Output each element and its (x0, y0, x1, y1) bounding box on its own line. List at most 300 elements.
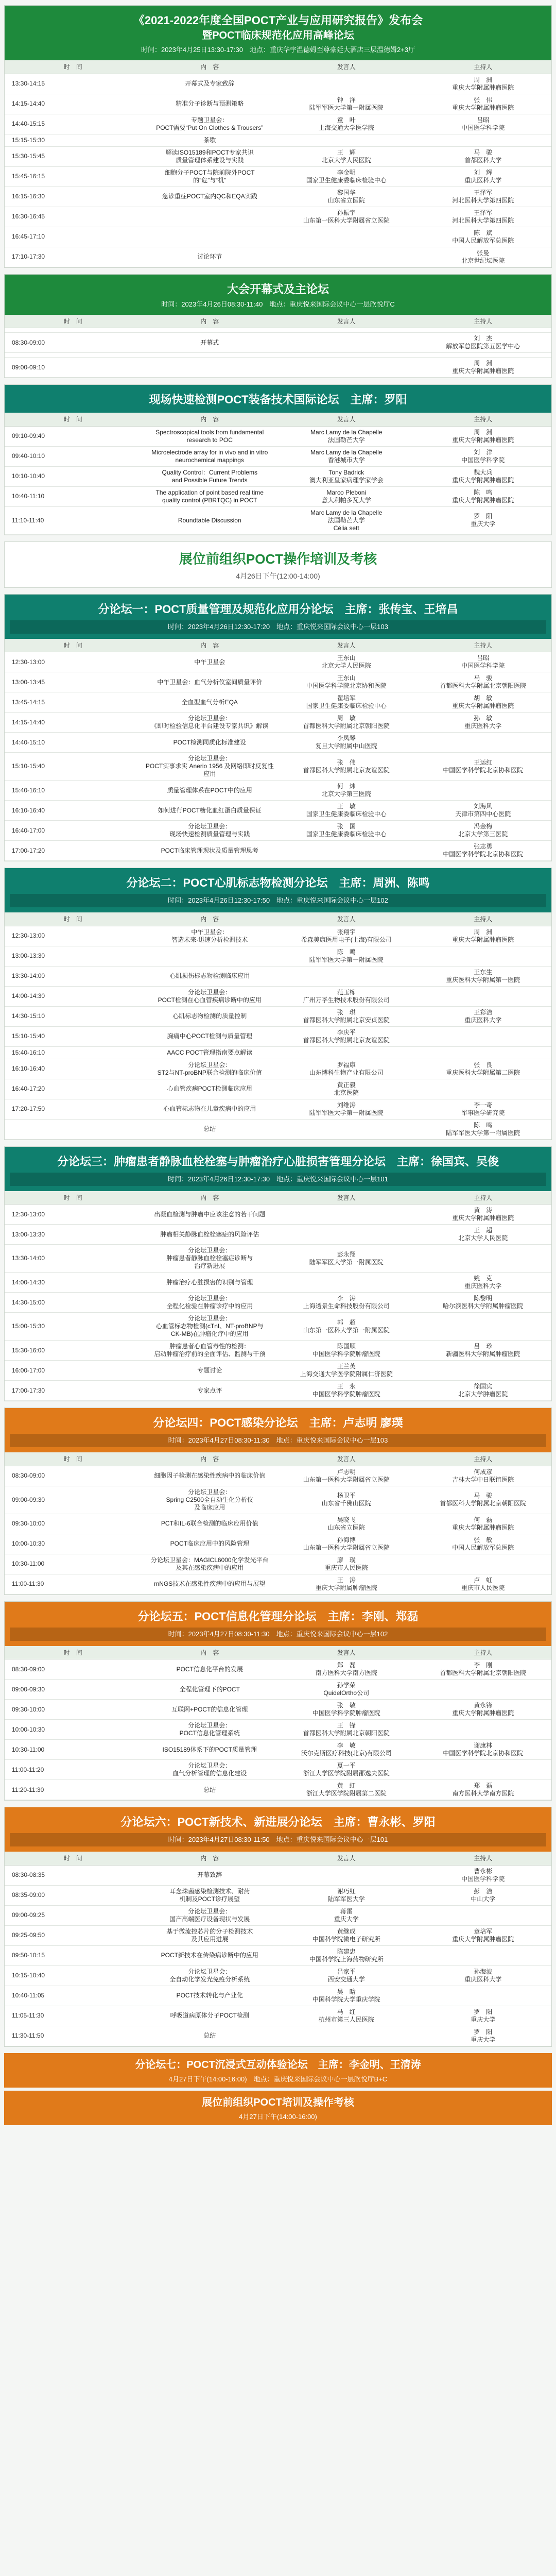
session-content: 分论坛卫星会： 全自动化学发光免疫分析系统 (142, 1965, 279, 1986)
session-time: 09:30-10:00 (5, 1700, 142, 1720)
session-speaker: 郭 超 山东第一医科大学第一附属医院 (278, 1313, 415, 1341)
speaker-column-header: 发言人 (278, 1646, 415, 1659)
schedule-table (5, 1646, 551, 1801)
session-time: 12:30-13:00 (5, 1205, 142, 1225)
session-content: mNGS技术在感染性疾病中的应用与展望 (142, 1574, 279, 1594)
table-row (5, 1313, 551, 1341)
table-header-row (5, 1191, 551, 1205)
footer-title: 分论坛七：POCT沉浸式互动体验论坛 主席：李金明、王清涛 (135, 2059, 421, 2071)
table-row (5, 1099, 551, 1119)
footer-band (4, 2091, 552, 2125)
table-row (5, 1273, 551, 1293)
session-content: ISO15189体系下的POCT质量管理 (142, 1740, 279, 1760)
session-host (415, 1245, 552, 1273)
session-host: 黄永锋 重庆大学附属肿瘤医院 (415, 1700, 552, 1720)
section-subtitle: 暨POCT临床规范化应用高峰论坛 (202, 30, 354, 41)
section-title: 分论坛二：POCT心肌标志物检测分论坛 主席：周洲、陈鸣 (126, 876, 430, 889)
session-time: 16:45-17:10 (5, 227, 142, 247)
table-row (5, 114, 551, 134)
session-time: 08:30-09:00 (5, 1659, 142, 1680)
section-header (5, 275, 551, 315)
session-host: 马 骏 首都医科大学附属北京朝阳医院 (415, 672, 552, 692)
session-host (415, 1046, 552, 1059)
session-speaker (278, 358, 415, 378)
session-content (142, 353, 279, 358)
section-header (5, 385, 551, 413)
session-time: 13:45-14:15 (5, 692, 142, 713)
session-speaker: 吕家平 西安交通大学 (278, 1965, 415, 1986)
session-speaker: 王兰英 上海交通大学医学院附属仁济医院 (278, 1361, 415, 1381)
session-speaker (278, 841, 415, 861)
section-time-location: 时间：2023年4月26日08:30-11:40 地点：重庆悦来国际会议中心一层欣悦厅C (161, 300, 395, 308)
host-column-header: 主持人 (415, 1852, 552, 1865)
schedule-table (5, 1191, 551, 1401)
session-time: 12:30-13:00 (5, 926, 142, 946)
session-time: 09:10-09:40 (5, 426, 142, 446)
session-content: 互联网+POCT的信息化管理 (142, 1700, 279, 1720)
session-content: 分论坛卫星会： 心血管标志物检测(cTnI、NT-proBNP与 CK-MB)在肿瘤化疗中的应用 (142, 1313, 279, 1341)
table-row (5, 1659, 551, 1680)
forum-section (4, 1146, 552, 1402)
session-time (5, 328, 142, 333)
table-row (5, 486, 551, 506)
session-host: 陈 鸣 陆军军医大学第一附属医院 (415, 1119, 552, 1139)
session-content (142, 328, 279, 333)
session-time: 09:50-10:15 (5, 1945, 142, 1965)
session-time: 11:00-11:30 (5, 1574, 142, 1594)
session-content: 分论坛卫星会： 全程化检验在肿瘤诊疗中的应用 (142, 1293, 279, 1313)
schedule-table (5, 1452, 551, 1595)
table-row (5, 1574, 551, 1594)
session-speaker: Marc Lamy de la Chapelle 法国勒芒大学 (278, 426, 415, 446)
footer-sub: 4月27日下午(14:00-16:00) 地点：重庆悦来国际会议中心一层欣悦厅B+C (168, 2075, 388, 2083)
table-row (5, 1740, 551, 1760)
session-host: 彭 洁 中山大学 (415, 1885, 552, 1905)
session-content: 分论坛卫星会： Spring C2500全自动生化分析仪 及临床应用 (142, 1486, 279, 1514)
session-content: POCT临床应用中的风险管理 (142, 1534, 279, 1554)
speaker-column-header: 发言人 (278, 639, 415, 652)
section-header (5, 1807, 551, 1852)
session-speaker (278, 1225, 415, 1245)
table-row (5, 1486, 551, 1514)
session-time: 13:00-13:30 (5, 1225, 142, 1245)
session-speaker: Marco Pleboni 意大利帕多瓦大学 (278, 486, 415, 506)
table-row (5, 1119, 551, 1139)
session-time: 14:40-15:10 (5, 733, 142, 753)
table-row (5, 1965, 551, 1986)
session-content: 茶歇 (142, 134, 279, 146)
session-speaker: 李 涛 上海透景生命科技股份有限公司 (278, 1293, 415, 1313)
forum-section (4, 1408, 552, 1595)
session-host: 何成彦 吉林大学中日联谊医院 (415, 1466, 552, 1486)
session-content: 开幕式及专家致辞 (142, 74, 279, 94)
session-time: 09:00-09:30 (5, 1486, 142, 1514)
table-row (5, 781, 551, 801)
session-host (415, 1026, 552, 1046)
session-time: 16:30-16:45 (5, 207, 142, 227)
session-time: 14:15-14:40 (5, 94, 142, 114)
session-host (415, 946, 552, 966)
session-host (415, 134, 552, 146)
table-header-row (5, 639, 551, 652)
session-host: 陈黎明 哈尔滨医科大学附属肿瘤医院 (415, 1293, 552, 1313)
session-time: 08:30-08:35 (5, 1865, 142, 1885)
section-title: 分论坛一：POCT质量管理及规范化应用分论坛 主席：张传宝、王培昌 (98, 602, 458, 616)
table-row (5, 94, 551, 114)
session-speaker (278, 1046, 415, 1059)
session-speaker: 孙学荣 QuidelOrtho公司 (278, 1680, 415, 1700)
table-row (5, 1466, 551, 1486)
session-content: POCT新技术在传染病诊断中的应用 (142, 1945, 279, 1965)
session-host (415, 1361, 552, 1381)
session-host: 张志勇 中国医学科学院北京协和医院 (415, 841, 552, 861)
schedule-table (5, 639, 551, 861)
table-row (5, 692, 551, 713)
session-speaker: 王 涛 重庆大学附属肿瘤医院 (278, 1574, 415, 1594)
session-host: 李 刚 首都医科大学附属北京朝阳医院 (415, 1659, 552, 1680)
section-header (5, 1602, 551, 1646)
session-speaker (278, 1273, 415, 1293)
session-time: 09:25-09:50 (5, 1925, 142, 1945)
session-content: PCT和IL-6联合检测的临床应用价值 (142, 1514, 279, 1534)
speaker-column-header: 发言人 (278, 1452, 415, 1466)
session-time: 10:00-10:30 (5, 1720, 142, 1740)
session-time: 10:10-10:40 (5, 466, 142, 486)
time-column-header: 时 间 (5, 1852, 142, 1865)
session-host: 谢康林 中国医学科学院北京协和医院 (415, 1740, 552, 1760)
table-row (5, 2006, 551, 2026)
session-content: 专家点评 (142, 1381, 279, 1401)
session-content: 如何进行POCT糖化血红蛋白质量保证 (142, 801, 279, 821)
session-content: 心肌标志物检测的质量控制 (142, 1006, 279, 1026)
session-content: 心肌损伤标志物检测临床应用 (142, 966, 279, 986)
session-content: 中午卫星会：血气分析仪室间质量评价 (142, 672, 279, 692)
session-host (415, 353, 552, 358)
session-time: 14:00-14:30 (5, 986, 142, 1006)
session-host (415, 1313, 552, 1341)
session-time: 15:15-15:30 (5, 134, 142, 146)
session-content: Roundtable Discussion (142, 506, 279, 534)
table-row (5, 227, 551, 247)
session-content: 分论坛卫星会：MAGICL6000化学发光平台 及其在感染疾病中的应用 (142, 1554, 279, 1574)
session-host: 陈 斌 中国人民解放军总医院 (415, 227, 552, 247)
session-speaker: 王东山 北京大学人民医院 (278, 652, 415, 672)
session-host: 周 洲 重庆大学附属肿瘤医院 (415, 426, 552, 446)
session-host: 黄 涛 重庆大学附属肿瘤医院 (415, 1205, 552, 1225)
session-content: 分论坛卫星会： POCT实事求实 Anerio 1956 及网络即时反复性应用 (142, 753, 279, 781)
time-column-header: 时 间 (5, 1191, 142, 1205)
session-content: 肿瘤患者心血管毒性的检测： 启动肿瘤治疗前的全面评估、监测与干预 (142, 1341, 279, 1361)
session-host (415, 1720, 552, 1740)
session-host: 张曼 北京世纪坛医院 (415, 247, 552, 267)
session-speaker: 张翔宇 希森美康医用电子(上海)有限公司 (278, 926, 415, 946)
session-content: 分论坛卫星会： 《即时检验信息化平台建设专家共识》解读 (142, 713, 279, 733)
session-content: AACC POCT管理指南要点解读 (142, 1046, 279, 1059)
session-host: 吕昭 中国医学科学院 (415, 114, 552, 134)
table-row (5, 966, 551, 986)
agenda-section (4, 274, 552, 379)
session-time (5, 353, 142, 358)
session-content: 开幕致辞 (142, 1865, 279, 1885)
table-row (5, 2026, 551, 2046)
session-host: 冯金梅 北京大学第三医院 (415, 821, 552, 841)
session-time: 16:40-17:00 (5, 821, 142, 841)
session-time: 09:00-09:30 (5, 1680, 142, 1700)
table-row (5, 1986, 551, 2006)
session-time: 15:30-15:45 (5, 146, 142, 166)
session-time: 11:20-11:30 (5, 1780, 142, 1800)
content-column-header: 内 容 (142, 413, 279, 426)
session-time: 15:30-16:00 (5, 1341, 142, 1361)
session-content: 分论坛卫星会： 肿瘤患者静脉血栓栓塞症诊断与 治疗新进展 (142, 1245, 279, 1273)
session-content: 心血管疾病POCT检测临床应用 (142, 1079, 279, 1099)
time-column-header: 时 间 (5, 413, 142, 426)
table-row (5, 1079, 551, 1099)
session-time: 14:30-15:10 (5, 1006, 142, 1026)
session-content (142, 358, 279, 378)
session-speaker (278, 328, 415, 333)
session-time: 13:00-13:45 (5, 672, 142, 692)
session-speaker: 黄继成 中国科学院微电子研究所 (278, 1925, 415, 1945)
session-time: 12:30-13:00 (5, 652, 142, 672)
session-content: POCT信息化平台的发展 (142, 1659, 279, 1680)
session-time: 10:00-10:30 (5, 1534, 142, 1554)
session-speaker: 王 辉 北京大学人民医院 (278, 146, 415, 166)
section-header (5, 1408, 551, 1452)
session-time: 15:45-16:15 (5, 166, 142, 187)
session-content: 分论坛卫星会： POCT信息化管理系统 (142, 1720, 279, 1740)
session-host: 王彩洁 重庆医科大学 (415, 1006, 552, 1026)
table-row (5, 1680, 551, 1700)
session-host (415, 1554, 552, 1574)
table-row (5, 247, 551, 267)
session-time: 17:20-17:50 (5, 1099, 142, 1119)
session-time: 08:30-09:00 (5, 1466, 142, 1486)
session-time (5, 1119, 142, 1139)
section-time-location: 时间：2023年4月27日08:30-11:50 地点：重庆悦来国际会议中心一层101 (10, 1833, 546, 1846)
section-title: 分论坛三：肿瘤患者静脉血栓栓塞与肿瘤治疗心脏损害管理分论坛 主席：徐国宾、吴俊 (57, 1155, 499, 1168)
session-speaker: 吴晓飞 山东省立医院 (278, 1514, 415, 1534)
session-time: 10:15-10:40 (5, 1965, 142, 1986)
forum-section (4, 594, 552, 862)
session-host: 马 骏 首都医科大学 (415, 146, 552, 166)
table-row (5, 1341, 551, 1361)
session-content: 总结 (142, 2026, 279, 2046)
section-title: 分论坛五：POCT信息化管理分论坛 主席：李刚、郑磊 (137, 1609, 419, 1623)
session-host: 李一奇 军事医学研究院 (415, 1099, 552, 1119)
schedule-table (5, 315, 551, 378)
content-column-header: 内 容 (142, 1852, 279, 1865)
section-header (5, 1147, 551, 1191)
session-content (142, 227, 279, 247)
table-row (5, 333, 551, 353)
session-content: Quality Control：Current Problems and Possible Future Trends (142, 466, 279, 486)
section-title: 分论坛四：POCT感染分论坛 主席：卢志明 廖璞 (153, 1416, 403, 1429)
session-content: 肿瘤相关静脉血栓栓塞症的风险评估 (142, 1225, 279, 1245)
session-content: 总结 (142, 1780, 279, 1800)
section-time-location: 时间：2023年4月26日12:30-17:50 地点：重庆悦来国际会议中心一层102 (10, 894, 546, 907)
session-speaker: 张 琪 首都医科大学附属北京安贞医院 (278, 1006, 415, 1026)
session-time: 11:30-11:50 (5, 2026, 142, 2046)
session-host: 姚 克 重庆医科大学 (415, 1273, 552, 1293)
session-content: 胸痛中心POCT检测与质量管理 (142, 1026, 279, 1046)
table-row (5, 446, 551, 466)
session-content: 专题卫星会： POCT需要“Put On Clothes & Trousers” (142, 114, 279, 134)
session-time: 16:00-17:00 (5, 1361, 142, 1381)
session-content: 肿瘤治疗心脏损害的识别与管理 (142, 1273, 279, 1293)
host-column-header: 主持人 (415, 60, 552, 74)
section-title: 《2021-2022年度全国POCT产业与应用研究报告》发布会 (133, 14, 423, 27)
session-speaker: 黄正毅 北京医院 (278, 1079, 415, 1099)
session-host: 王东生 重庆医科大学附属第一医院 (415, 966, 552, 986)
session-time: 11:10-11:40 (5, 506, 142, 534)
session-host: 刘 洋 中国医学科学院 (415, 446, 552, 466)
table-row (5, 1293, 551, 1313)
session-speaker: 何 炜 北京大学第三医院 (278, 781, 415, 801)
session-time: 16:10-16:40 (5, 801, 142, 821)
session-host: 王 超 北京大学人民医院 (415, 1225, 552, 1245)
session-speaker (278, 1865, 415, 1885)
session-speaker (278, 966, 415, 986)
section-title: 现场快速检测POCT装备技术国际论坛 主席：罗阳 (149, 393, 407, 406)
session-host: 曹永彬 中国医学科学院 (415, 1865, 552, 1885)
section-time-location: 时间：2023年4月27日08:30-11:30 地点：重庆悦来国际会议中心一层103 (10, 1434, 546, 1447)
session-speaker (278, 1205, 415, 1225)
session-speaker: 李 敏 沃尔克斯医疗科技(北京)有限公司 (278, 1740, 415, 1760)
session-time: 16:40-17:20 (5, 1079, 142, 1099)
speaker-column-header: 发言人 (278, 1852, 415, 1865)
session-speaker: 王 永 中国医学科学院肿瘤医院 (278, 1381, 415, 1401)
agenda-section (4, 384, 552, 535)
session-speaker: 罗福康 山东博科生物产业有限公司 (278, 1059, 415, 1079)
session-speaker (278, 247, 415, 267)
session-host: 吕昭 中国医学科学院 (415, 652, 552, 672)
table-row (5, 753, 551, 781)
session-speaker (278, 353, 415, 358)
table-row (5, 506, 551, 534)
session-host: 刘 辉 重庆医科大学 (415, 166, 552, 187)
session-time: 09:00-09:10 (5, 358, 142, 378)
session-speaker: 谢巧红 陆军军医大学 (278, 1885, 415, 1905)
table-row (5, 1225, 551, 1245)
table-row (5, 187, 551, 207)
session-speaker: 刘维涛 陆军军医大学第一附属医院 (278, 1099, 415, 1119)
session-content: 分论坛卫星会： 血气分析管理的信息化建设 (142, 1760, 279, 1780)
session-time: 14:30-15:00 (5, 1293, 142, 1313)
table-row (5, 358, 551, 378)
session-speaker: 张 敬 中国医学科学院肿瘤医院 (278, 1700, 415, 1720)
session-host (415, 1760, 552, 1780)
session-speaker: 黎国华 山东省立医院 (278, 187, 415, 207)
session-speaker: 张 伟 首都医科大学附属北京友谊医院 (278, 753, 415, 781)
section-title: 分论坛六：POCT新技术、新进展分论坛 主席：曹永彬、罗阳 (120, 1816, 436, 1828)
forum-section (4, 1807, 552, 2047)
speaker-column-header: 发言人 (278, 60, 415, 74)
table-row (5, 1205, 551, 1225)
section-time-location: 时间：2023年4月27日08:30-11:30 地点：重庆悦来国际会议中心一层102 (10, 1628, 546, 1641)
session-content: 分论坛卫星会： POCT检测在心血管疾病诊断中的应用 (142, 986, 279, 1006)
session-time: 10:30-11:00 (5, 1554, 142, 1574)
session-speaker (278, 1119, 415, 1139)
host-column-header: 主持人 (415, 1646, 552, 1659)
content-column-header: 内 容 (142, 60, 279, 74)
session-time: 14:15-14:40 (5, 713, 142, 733)
table-row (5, 1361, 551, 1381)
agenda-section (4, 5, 552, 268)
session-content: 耳念珠菌感染检测技术、耐药 机制及POCT诊疗展望 (142, 1885, 279, 1905)
session-speaker: Marc Lamy de la Chapelle 香港城市大学 (278, 446, 415, 466)
speaker-column-header: 发言人 (278, 912, 415, 926)
host-column-header: 主持人 (415, 639, 552, 652)
session-time: 15:10-15:40 (5, 1026, 142, 1046)
session-speaker: 范玉栋 广州万孚生物技术股份有限公司 (278, 986, 415, 1006)
session-speaker: 孙振宇 山东第一医科大学附属省立医院 (278, 207, 415, 227)
table-row (5, 1760, 551, 1780)
table-row (5, 1720, 551, 1740)
session-speaker: 陈 鸣 陆军军医大学第一附属医院 (278, 946, 415, 966)
table-header-row (5, 1852, 551, 1865)
session-speaker: 廖 璞 重庆市人民医院 (278, 1554, 415, 1574)
session-time: 14:00-14:30 (5, 1273, 142, 1293)
table-row (5, 713, 551, 733)
session-host (415, 1945, 552, 1965)
schedule-table (5, 60, 551, 267)
category-date: 4月26日下午(12:00-14:00) (236, 571, 320, 580)
footer-sub: 4月27日下午(14:00-16:00) (239, 2112, 317, 2121)
session-speaker: 李凤琴 复旦大学附属中山医院 (278, 733, 415, 753)
table-row (5, 1865, 551, 1885)
session-content (142, 207, 279, 227)
table-row (5, 1905, 551, 1925)
section-time-location: 时间：2023年4月26日12:30-17:20 地点：重庆悦来国际会议中心一层103 (10, 620, 546, 634)
session-speaker: 李金明 国家卫生健康委临床检验中心 (278, 166, 415, 187)
time-column-header: 时 间 (5, 60, 142, 74)
table-row (5, 1700, 551, 1720)
session-content: 中午卫星会 (142, 652, 279, 672)
table-row (5, 1514, 551, 1534)
session-speaker: 夏一平 浙江大学医学院附属邵逸夫医院 (278, 1760, 415, 1780)
table-row (5, 74, 551, 94)
table-row (5, 652, 551, 672)
table-row (5, 1381, 551, 1401)
table-row (5, 466, 551, 486)
table-row (5, 821, 551, 841)
content-column-header: 内 容 (142, 1646, 279, 1659)
table-header-row (5, 60, 551, 74)
table-row (5, 1534, 551, 1554)
content-column-header: 内 容 (142, 315, 279, 328)
session-time: 13:30-14:00 (5, 1245, 142, 1273)
session-time: 09:30-10:00 (5, 1514, 142, 1534)
session-host: 郑 磊 南方医科大学南方医院 (415, 1780, 552, 1800)
table-row (5, 672, 551, 692)
table-row (5, 353, 551, 358)
schedule-table (5, 912, 551, 1140)
session-content: Spectroscopical tools from fundamental research to POC (142, 426, 279, 446)
content-column-header: 内 容 (142, 639, 279, 652)
table-row (5, 801, 551, 821)
table-row (5, 1885, 551, 1905)
session-time: 15:40-16:10 (5, 781, 142, 801)
session-speaker: Tony Badrick 澳大利亚皇家病理学家学会 (278, 466, 415, 486)
time-column-header: 时 间 (5, 1646, 142, 1659)
section-time-location: 时间：2023年4月26日12:30-17:30 地点：重庆悦来国际会议中心一层101 (10, 1173, 546, 1186)
session-host: 孙 敏 重庆医科大学 (415, 713, 552, 733)
table-header-row (5, 413, 551, 426)
table-header-row (5, 912, 551, 926)
session-speaker (278, 333, 415, 353)
session-speaker: 蒋雷 重庆大学 (278, 1905, 415, 1925)
